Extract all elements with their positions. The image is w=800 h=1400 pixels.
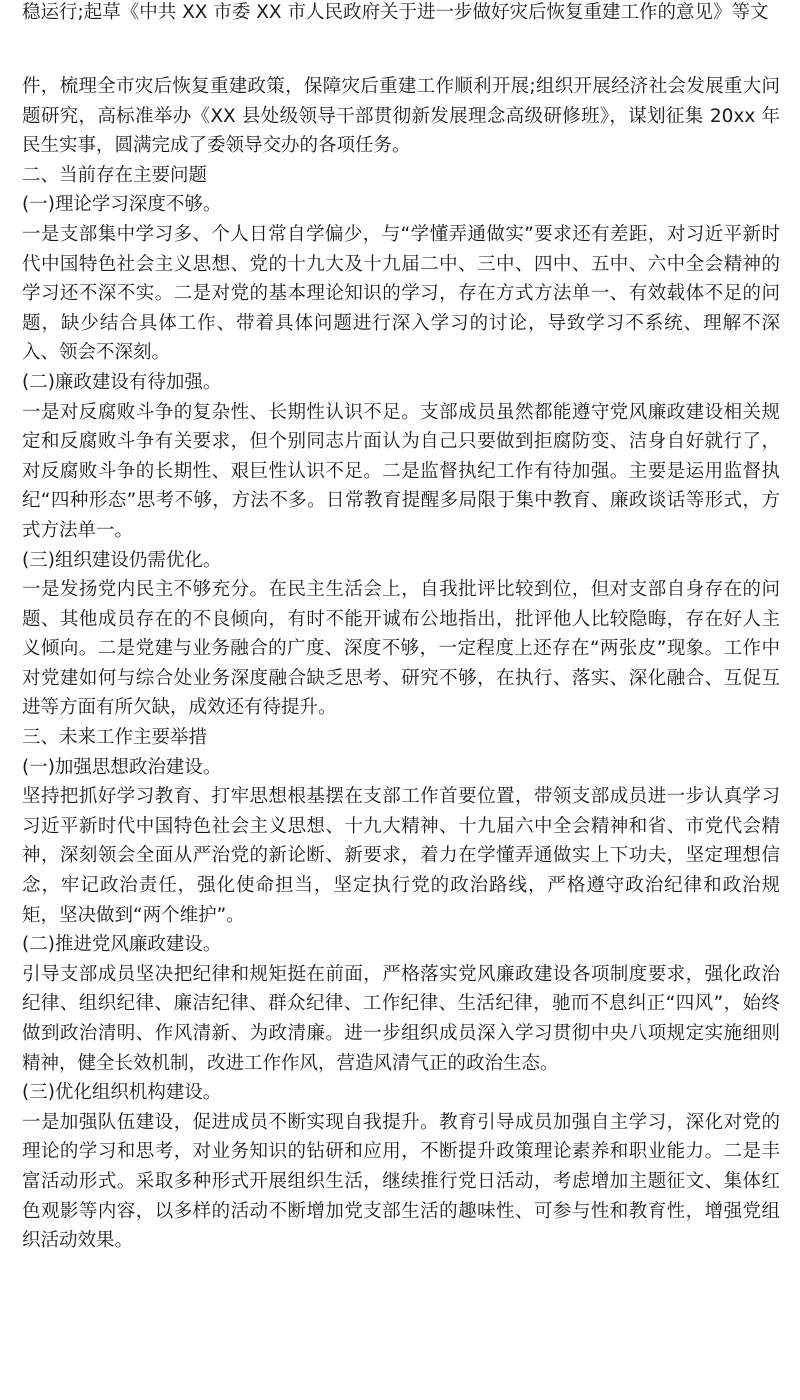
paragraph: 引导支部成员坚决把纪律和规矩挺在前面，严格落实党风廉政建设各项制度要求，强化政治纪律、组织纪律、廉洁纪律、群众纪律、工作纪律、生活纪律，驰而不息纠正“四风”，始终做到政治清明、作风清新、为政清廉。进一步组织成员深入学习贯彻中央八项规定实施细则精神，健全长效机制，改进工作作风，营造风清气正的政治生态。: [22, 963, 780, 1074]
subsection-heading: (三)优化组织机构建设。: [22, 1082, 222, 1104]
section-heading: 二、当前存在主要问题: [22, 164, 208, 186]
paragraph: 一是加强队伍建设，促进成员不断实现自我提升。教育引导成员加强自主学习，深化对党的理论的学习和思考，对业务知识的钻研和应用，不断提升政策理论素养和职业能力。二是丰富活动形式。采取多种形式开展组织生活，继续推行党日活动，考虑增加主题征文、集体红色观影等内容，以多样的活动不断增加党支部生活的趣味性、可参与性和教育性，增强党组织活动效果。: [22, 1111, 780, 1252]
subsection-heading: (一)理论学习深度不够。: [22, 194, 222, 216]
subsection-heading: (二)廉政建设有待加强。: [22, 371, 222, 393]
top-text-fragment: [22, 0, 780, 28]
paragraph: 一是发扬党内民主不够充分。在民主生活会上，自我批评比较到位，但对支部自身存在的问题、其他成员存在的不良倾向，有时不能开诚布公地指出，批评他人比较隐晦，存在好人主义倾向。二是党建与业务融合的广度、深度不够，一定程度上还存在“两张皮”现象。工作中对党建如何与综合处业务深度融合缺乏思考、研究不够，在执行、落实、深化融合、互促互进等方面有所欠缺，成效还有待提升。: [22, 579, 780, 719]
paragraph: 一是对反腐败斗争的复杂性、长期性认识不足。支部成员虽然都能遵守党风廉政建设相关规定和反腐败斗争有关要求，但个别同志片面认为自己只要做到拒腐防变、洁身自好就行了，对反腐败斗争的长期性、艰巨性认识不足。二是监督执纪工作有待加强。主要是运用监督执纪“四种形态”思考不够，方法不多。日常教育提醒多局限于集中教育、廉政谈话等形式，方式方法单一。: [22, 401, 780, 541]
subsection-heading: (三)组织建设仍需优化。: [22, 549, 222, 571]
subsection-heading: (一)加强思想政治建设。: [22, 756, 222, 778]
paragraph: 件，梳理全市灾后恢复重建政策，保障灾后重建工作顺利开展;组织开展经济社会发展重大问题研究，高标准举办《XX 县处级领导干部贯彻新发展理念高级研修班》，谋划征集 20xx 年民生实事，圆满完成了委领导交办的各项任务。: [22, 76, 780, 157]
subsection-heading: (二)推进党风廉政建设。: [22, 934, 222, 956]
paragraph: 一是支部集中学习多、个人日常自学偏少，与“学懂弄通做实”要求还有差距，对习近平新时代中国特色社会主义思想、党的十九大及十九届二中、三中、四中、五中、六中全会精神的学习还不深不实。二是对党的基本理论知识的学习，存在方式方法单一、有效载体不足的问题，缺少结合具体工作、带着具体问题进行深入学习的讨论，导致学习不系统、理解不深入、领会不深刻。: [22, 223, 780, 364]
section-heading: 三、未来工作主要举措: [22, 727, 208, 749]
paragraph: 坚持把抓好学习教育、打牢思想根基摆在支部工作首要位置，带领支部成员进一步认真学习习近平新时代中国特色社会主义思想、十九大精神、十九届六中全会精神和省、市党代会精神，深刻领会全面从严治党的新论断、新要求，着力在学懂弄通做实上下功夫，坚定理想信念，牢记政治责任，强化使命担当，坚定执行党的政治路线，严格遵守政治纪律和政治规矩，坚决做到“两个维护”。: [22, 786, 780, 926]
document-body: [22, 72, 780, 1256]
paragraph: 稳运行;起草《中共 XX 市委 XX 市人民政府关于进一步做好灾后恢复重建工作的意见》等文: [22, 2, 769, 23]
